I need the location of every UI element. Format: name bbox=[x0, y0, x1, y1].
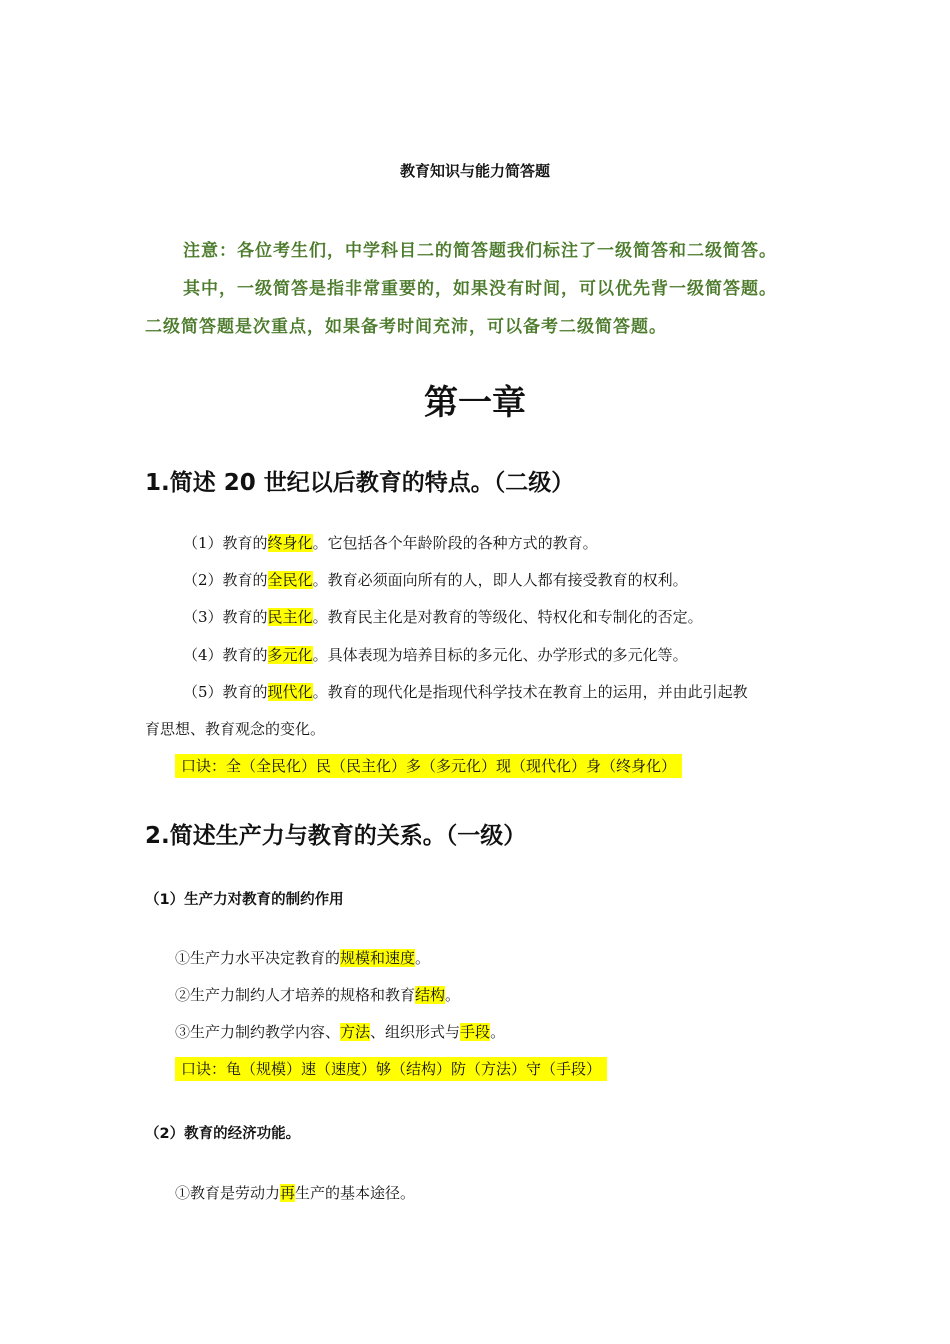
highlight-keyword: 规模和速度 bbox=[340, 949, 416, 967]
notice-line-3: 二级简答题是次重点，如果备考时间充沛，可以备考二级简答题。 bbox=[145, 317, 667, 337]
q1-item-1: （1）教育的终身化。它包括各个年龄阶段的各种方式的教育。 bbox=[183, 534, 598, 552]
highlight-keyword: 多元化 bbox=[267, 646, 313, 664]
highlight-keyword: 全民化 bbox=[267, 571, 313, 589]
chapter-heading: 第一章 bbox=[424, 383, 526, 423]
q2-s2-line-1: ①教育是劳动力再生产的基本途径。 bbox=[175, 1184, 416, 1202]
q2-mnemonic: 口诀：龟（规模）速（速度）够（结构）防（方法）守（手段） bbox=[175, 1058, 607, 1079]
highlight-keyword: 手段 bbox=[460, 1023, 491, 1041]
highlight-keyword: 现代化 bbox=[267, 683, 313, 701]
document-title: 教育知识与能力简答题 bbox=[399, 162, 550, 180]
highlight-keyword: 方法 bbox=[340, 1023, 371, 1041]
q2-s1-line-2: ②生产力制约人才培养的规格和教育结构。 bbox=[175, 986, 461, 1004]
highlight-keyword: 再 bbox=[280, 1184, 296, 1202]
notice-line-1: 注意：各位考生们，中学科目二的简答题我们标注了一级简答和二级简答。 bbox=[183, 241, 777, 261]
q1-item-5: （5）教育的现代化。教育的现代化是指现代科学技术在教育上的运用，并由此引起教 bbox=[183, 683, 748, 701]
q1-mnemonic: 口诀：全（全民化）民（民主化）多（多元化）现（现代化）身（终身化） bbox=[175, 755, 682, 776]
q2-section-2-heading: （2）教育的经济功能。 bbox=[145, 1126, 301, 1142]
q2-section-1-heading: （1）生产力对教育的制约作用 bbox=[145, 892, 344, 908]
q1-item-4: （4）教育的多元化。具体表现为培养目标的多元化、办学形式的多元化等。 bbox=[183, 646, 688, 664]
question-2-title: 2.简述生产力与教育的关系。（一级） bbox=[145, 823, 527, 849]
highlight-keyword: 终身化 bbox=[267, 534, 313, 552]
q2-s1-line-3: ③生产力制约教学内容、方法、组织形式与手段。 bbox=[175, 1023, 506, 1041]
highlight-keyword: 结构 bbox=[415, 986, 446, 1004]
question-1-title: 1.简述 20 世纪以后教育的特点。（二级） bbox=[145, 470, 575, 496]
notice-line-2: 其中，一级简答是指非常重要的，如果没有时间，可以优先背一级简答题。 bbox=[183, 279, 777, 299]
highlight-keyword: 民主化 bbox=[267, 608, 313, 626]
q1-item-2: （2）教育的全民化。教育必须面向所有的人，即人人都有接受教育的权利。 bbox=[183, 571, 688, 589]
q1-item-3: （3）教育的民主化。教育民主化是对教育的等级化、特权化和专制化的否定。 bbox=[183, 608, 703, 626]
q2-s1-line-1: ①生产力水平决定教育的规模和速度。 bbox=[175, 949, 431, 967]
q1-item-5-continued: 育思想、教育观念的变化。 bbox=[145, 720, 326, 738]
